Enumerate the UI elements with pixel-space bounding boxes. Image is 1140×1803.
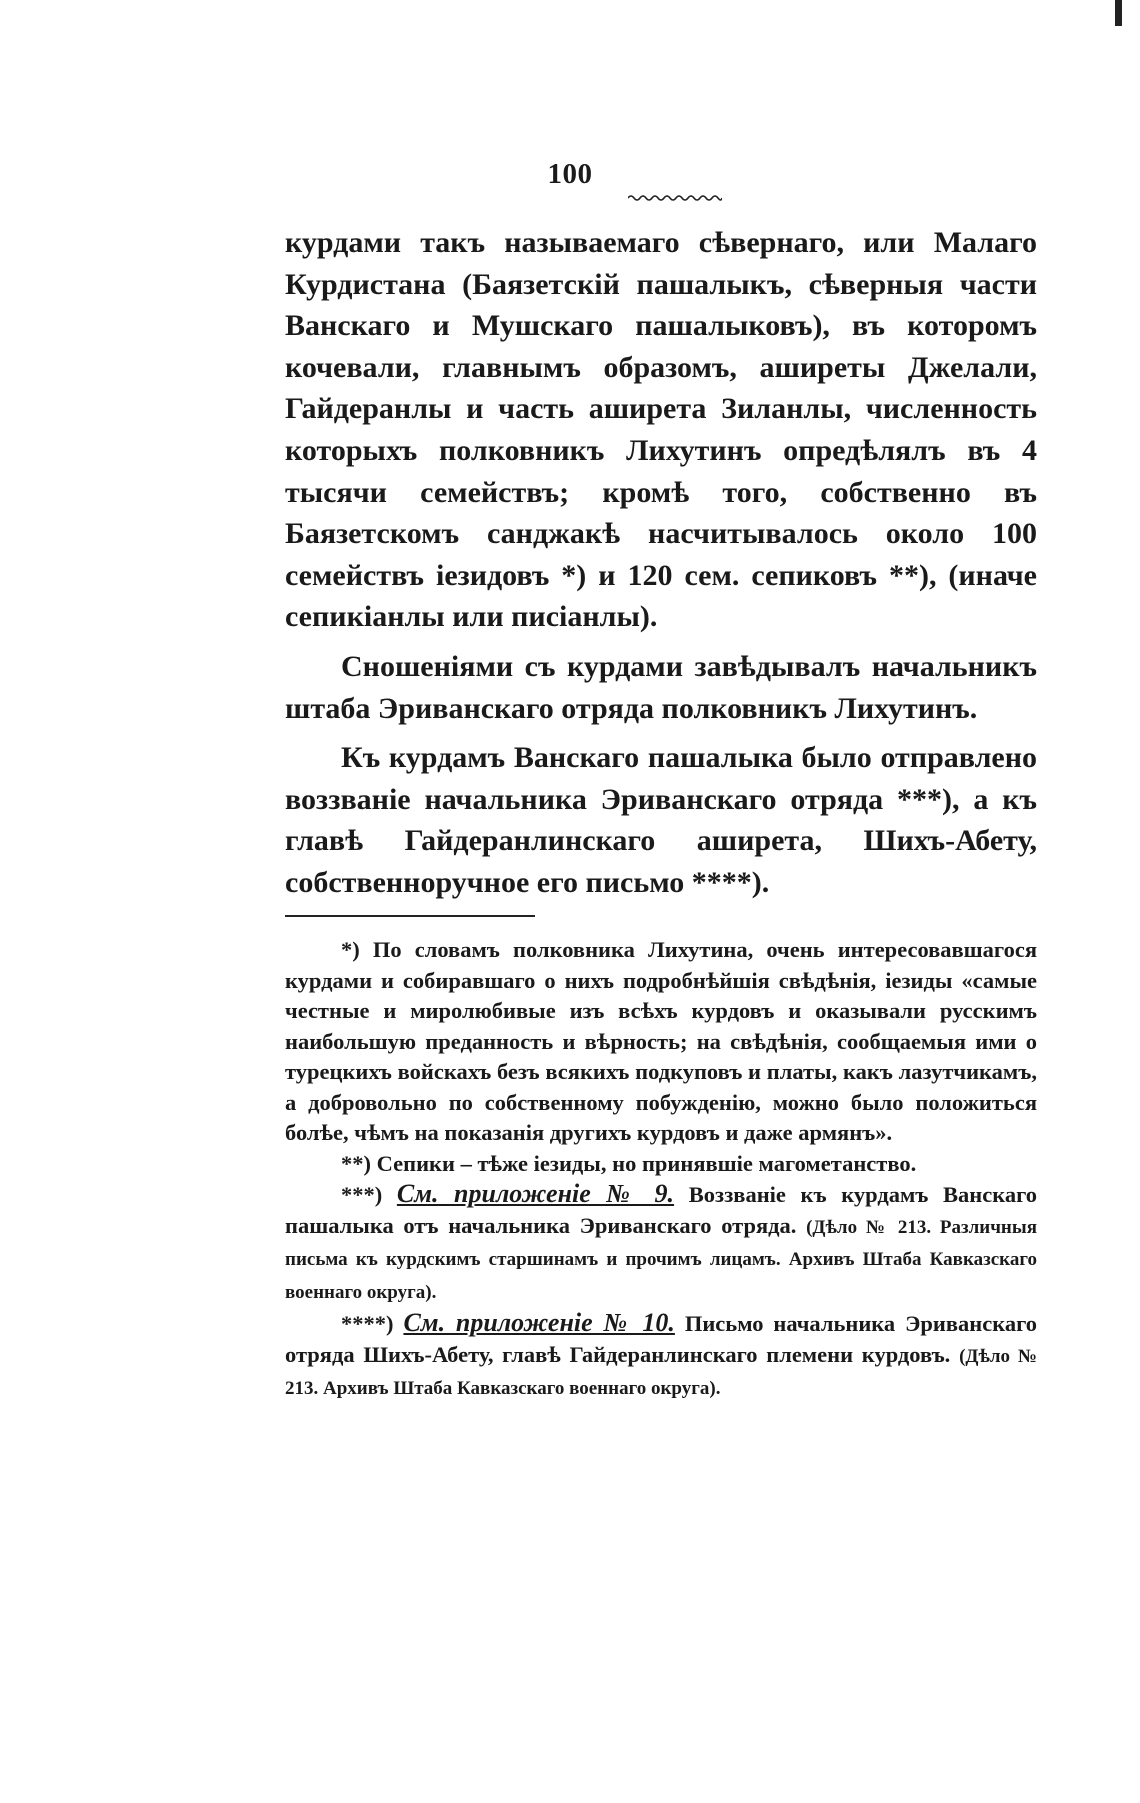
paragraph: курдами такъ называемаго сѣвернаго, или Малаго Курдистана (Баязетскій пашалыкъ, сѣверныя части Ванскаго и Мушскаго пашалыковъ), въ которомъ кочевали, главнымъ образомъ, аширеты Джелали, Гайдеранлы и часть аширета Зиланлы, численность которыхъ полковникъ Лихутинъ опредѣлялъ въ 4 тысячи семействъ; кромѣ того, собственно въ Баязетскомъ санджакѣ насчитывалось около 100 семействъ іезидовъ *) и 120 сем. сепиковъ **), (иначе сепикіанлы или писіанлы). [285,226,1037,634]
footnote-mark: ***) [341,1182,383,1207]
appendix-reference: См. приложеніе № 10. [403,1308,675,1337]
footnote-mark: ****) [341,1311,394,1336]
main-text [285,222,1037,904]
footnote [285,1308,1037,1405]
archive-source: (Дѣло № 213. Различныя письма къ курдскимъ старшинамъ и прочимъ лицамъ. Архивъ Штаба Кавказскаго военнаго округа). [285,1216,1037,1303]
archive-source: (Дѣло № 213. Архивъ Штаба Кавказскаго военнаго округа). [285,1345,1037,1399]
wavy-ornament [628,194,722,202]
footnote-text: Воззваніе къ курдамъ Ванскаго пашалыка отъ начальника Эриванскаго отряда. [285,1182,1038,1238]
paragraph: Сношеніями съ курдами завѣдывалъ начальникъ штаба Эриванскаго отряда полковникъ Лихутинъ. [285,649,1037,725]
appendix-reference: См. приложеніе № 9. [396,1179,675,1208]
footnotes [285,935,1037,1405]
footnote-text: Письмо начальника Эриванскаго отряда Шихъ-Абету, главѣ Гайдеранлинскаго племени курдовъ. [285,1311,1037,1367]
page-number: 100 [547,158,593,190]
footnote-divider [285,915,535,917]
footnote [285,1179,1037,1308]
footnote: *) По словамъ полковника Лихутина, очень интересовавшагося курдами и собиравшаго о нихъ подробнѣйшія свѣдѣнія, іезиды «самые честные и миролюбивые изъ всѣхъ курдовъ и оказывали русскимъ наибольшую преданность и вѣрность; на свѣдѣнія, сообщаемыя ими о турецкихъ войскахъ безъ всякихъ подкуповъ и платы, какъ лазутчикамъ, а добровольно по собственному побужденію, можно было положиться болѣе, чѣмъ на показанія другихъ курдовъ и даже армянъ». [285,937,1037,1145]
footnote: **) Сепики – тѣже іезиды, но принявшіе магометанство. [341,1150,917,1176]
scan-edge-mark [1115,0,1122,26]
paragraph: Къ курдамъ Ванскаго пашалыка было отправлено воззваніе начальника Эриванскаго отряда ***), а къ главѣ Гайдеранлинскаго аширета, Шихъ-Абету, собственноручное его письмо ****). [285,741,1037,899]
